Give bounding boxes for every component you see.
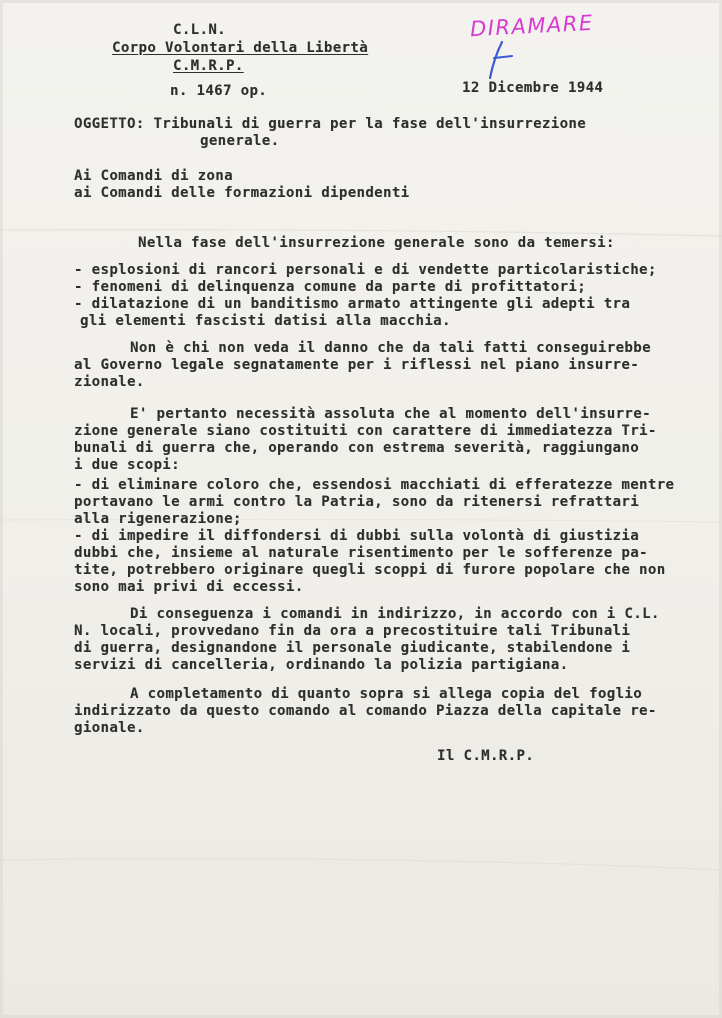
body-line: bunali di guerra che, operando con estrema severità, raggiungano — [74, 440, 640, 456]
org-cvl: Corpo Volontari della Libertà — [112, 40, 369, 56]
body-line: - esplosioni di rancori personali e di vendette particolaristiche; — [74, 262, 657, 278]
signature: Il C.M.R.P. — [437, 748, 535, 764]
body-line: - fenomeni di delinquenza comune da parte di profittatori; — [74, 279, 587, 295]
body-line: servizi di cancelleria, ordinando la polizia partigiana. — [74, 657, 569, 673]
recipients-line-2: ai Comandi delle formazioni dipendenti — [74, 185, 410, 201]
body-line: portavano le armi contro la Patria, sono da ritenersi refrattari — [74, 494, 640, 510]
recipients-line-1: Ai Comandi di zona — [74, 168, 233, 184]
body-line: di guerra, designandone il personale giudicante, stabilendone i — [74, 640, 631, 656]
body-line: N. locali, provvedano fin da ora a precostituire tali Tribunali — [74, 623, 631, 639]
body-line: E' pertanto necessità assoluta che al momento dell'insurre- — [130, 406, 651, 422]
body-line: indirizzato da questo comando al comando Piazza della capitale re- — [74, 703, 657, 719]
org-cln: C.L.N. — [173, 22, 226, 38]
subject-line-1: OGGETTO: Tribunali di guerra per la fase dell'insurrezione — [74, 116, 587, 132]
body-line: Di conseguenza i comandi in indirizzo, in accordo con i C.L. — [130, 606, 660, 622]
body-line: Non è chi non veda il danno che da tali fatti conseguirebbe — [130, 340, 651, 356]
body-line: - di eliminare coloro che, essendosi macchiati di efferatezze mentre — [74, 477, 675, 493]
body-line: dubbi che, insieme al naturale risentimento per le sofferenze pa- — [74, 545, 648, 561]
body-line: al Governo legale segnatamente per i riflessi nel piano insurre- — [74, 357, 640, 373]
body-line: A completamento di quanto sopra si allega copia del foglio — [130, 686, 643, 702]
document-date: 12 Dicembre 1944 — [462, 80, 604, 96]
body-line: - di impedire il diffondersi di dubbi sulla volontà di giustizia — [74, 528, 640, 544]
body-line: sono mai privi di eccessi. — [74, 579, 304, 595]
diramare-stamp: DIRAMARE — [469, 10, 595, 42]
body-line: zionale. — [74, 374, 145, 390]
body-line: Nella fase dell'insurrezione generale sono da temersi: — [138, 235, 615, 251]
org-cmrp: C.M.R.P. — [173, 58, 244, 74]
body-line: zione generale siano costituiti con carattere di immediatezza Tri- — [74, 423, 657, 439]
subject-line-2: generale. — [200, 133, 280, 149]
body-line: tite, potrebbero originare quegli scoppi di furore popolare che non — [74, 562, 666, 578]
body-line: i due scopi: — [74, 457, 180, 473]
protocol-number: n. 1467 op. — [170, 83, 268, 99]
body-line: gionale. — [74, 720, 145, 736]
body-line: - dilatazione di un banditismo armato attingente gli adepti tra — [74, 296, 631, 312]
body-line: gli elementi fascisti datisi alla macchia. — [80, 313, 451, 329]
body-line: alla rigenerazione; — [74, 511, 242, 527]
blue-pen-mark — [482, 38, 522, 82]
